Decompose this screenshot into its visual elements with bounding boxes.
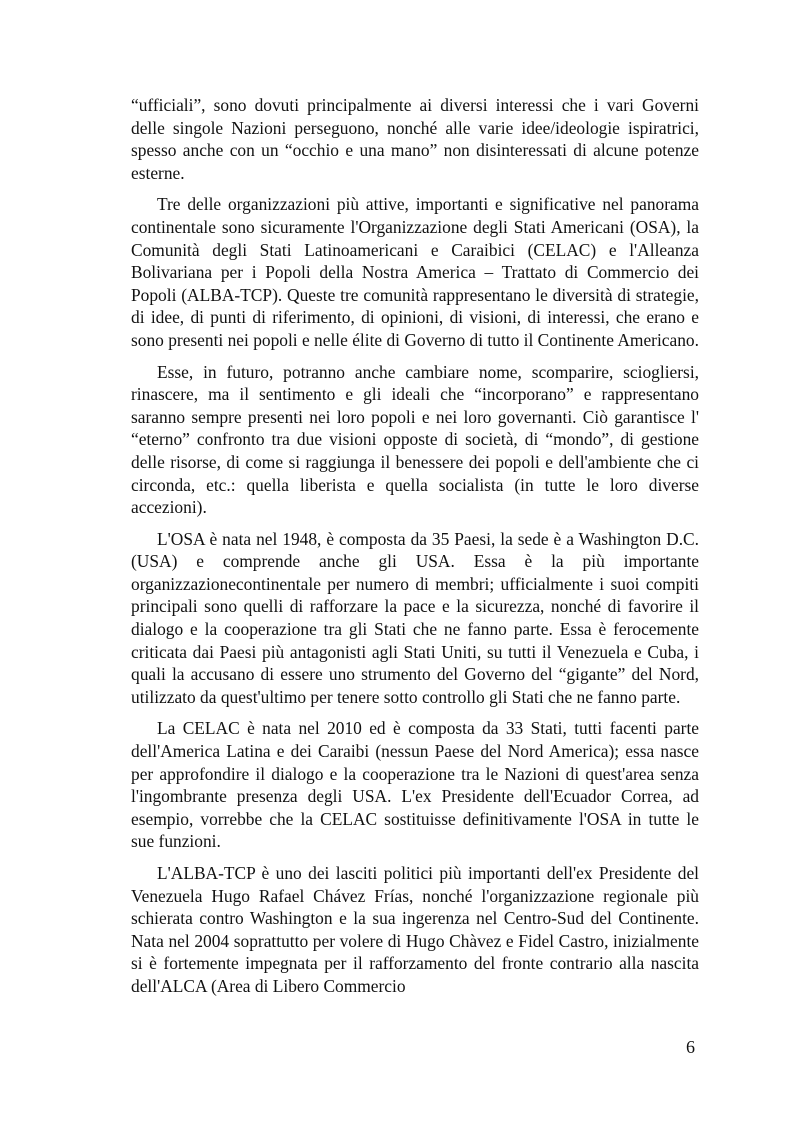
page-body [131,94,699,1007]
paragraph-alba-tcp: L'ALBA-TCP è uno dei lasciti politici più importanti dell'ex Presidente del Venezuela Hugo Rafael Chávez Frías, nonché l'organizzazione regionale più schierata contro Washington e la sua ingerenza nel Centro-Sud del Continente. Nata nel 2004 soprattutto per volere di Hugo Chàvez e Fidel Castro, inizialmente si è fortemente impegnata per il rafforzamento del fronte contrario alla nascita dell'ALCA (Area di Libero Commercio [131,863,699,996]
page-number: 6 [686,1037,695,1057]
paragraph-continuation: “ufficiali”, sono dovuti principalmente ai diversi interessi che i vari Governi delle singole Nazioni perseguono, nonché alle varie idee/ideologie ispiratrici, spesso anche con un “occhio e una mano” non disinteressati di alcune potenze esterne. [131,95,699,183]
paragraph-celac: La CELAC è nata nel 2010 ed è composta da 33 Stati, tutti facenti parte dell'America Latina e dei Caraibi (nessun Paese del Nord America); essa nasce per approfondire il dialogo e la cooperazione tra le Nazioni di quest'area senza l'ingombrante presenza degli USA. L'ex Presidente dell'Ecuador Correa, ad esempio, vorrebbe che la CELAC sostituisse definitivamente l'OSA in tutte le sue funzioni. [131,718,699,852]
paragraph-osa: L'OSA è nata nel 1948, è composta da 35 Paesi, la sede è a Washington D.C. (USA) e comprende anche gli USA. Essa è la più importante organizzazionecontinentale per numero di membri; ufficialmente i suoi compiti principali sono quelli di rafforzare la pace e la sicurezza, nonché di favorire il dialogo e la cooperazione tra gli Stati che ne fanno parte. Essa è ferocemente criticata dai Paesi più antagonisti agli Stati Uniti, su tutti il Venezuela e Cuba, i quali la accusano di essere uno strumento del Governo del “gigante” del Nord, utilizzato da quest'ultimo per tenere sotto controllo gli Stati che ne fanno parte. [131,528,699,707]
paragraph-future-ideals: Esse, in futuro, potranno anche cambiare nome, scomparire, sciogliersi, rinascere, ma il sentimento e gli ideali che “incorporano” e rappresentano saranno sempre presenti nei loro popoli e nei loro governanti. Ciò garantisce l' “eterno” confronto tra due visioni opposte di società, di “mondo”, di gestione delle risorse, di come si raggiunga il benessere dei popoli e dell'ambiente che ci circonda, etc.: quella liberista e quella socialista (in tutte le loro diverse accezioni). [131,361,699,518]
paragraph-organizations-intro: Tre delle organizzazioni più attive, importanti e significative nel panorama continentale sono sicuramente l'Organizzazione degli Stati Americani (OSA), la Comunità degli Stati Latinoamericani e Caraibici (CELAC) e l'Alleanza Bolivariana per i Popoli della Nostra America – Trattato di Commercio dei Popoli (ALBA-TCP). Queste tre comunità rappresentano le diversità di strategie, di idee, di punti di riferimento, di opinioni, di visioni, di interessi, che erano e sono presenti nei popoli e nelle élite di Governo di tutto il Continente Americano. [131,194,699,350]
